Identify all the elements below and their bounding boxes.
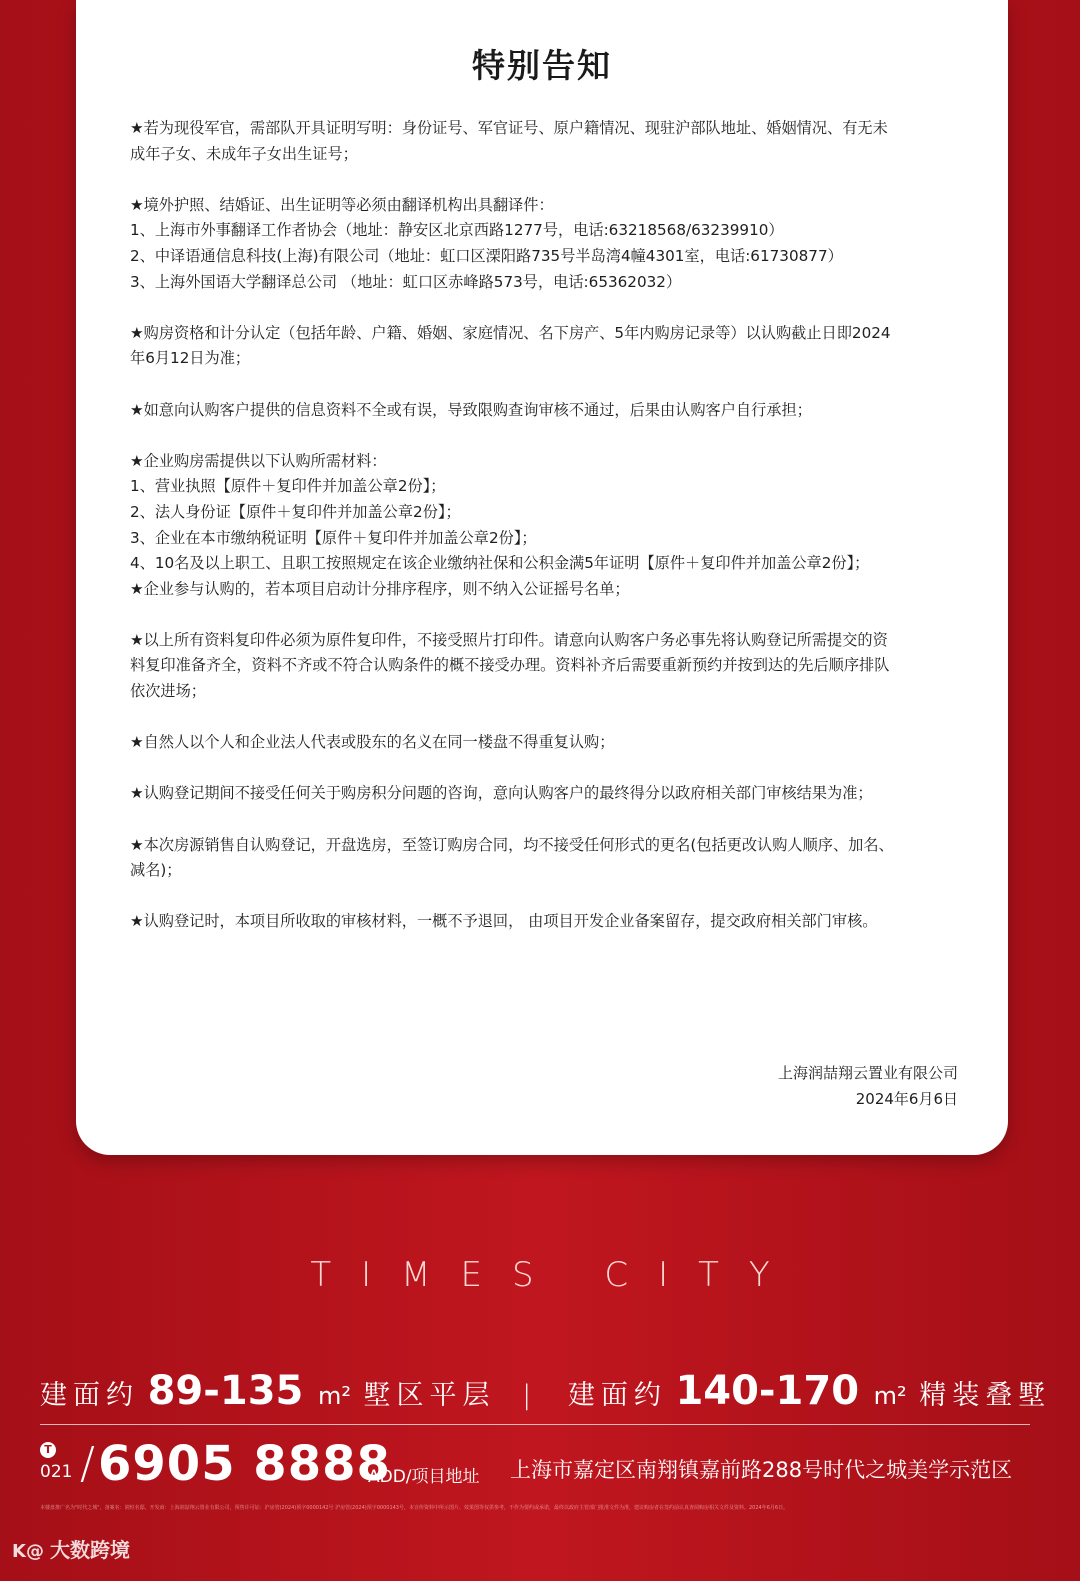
watermark bbox=[12, 1534, 130, 1563]
watermark-text: 大数跨境 bbox=[49, 1538, 130, 1562]
spec-type-2: 精装叠墅 bbox=[919, 1380, 1052, 1411]
paragraph-gap bbox=[130, 295, 960, 321]
notice-line: ★以上所有资料复印件必须为原件复印件，不接受照片打印件。请意向认购客户务必事先将认购登记所需提交的资 bbox=[130, 630, 888, 649]
notice-line: ★本次房源销售自认购登记，开盘选房，至签订购房合同，均不接受任何形式的更名(包括更改认购人顺序、加名、 bbox=[130, 835, 894, 854]
spec-range-1: 89-135 bbox=[147, 1368, 304, 1414]
spec-unit-2: m² bbox=[873, 1382, 907, 1410]
phone-number: 6905 8888 bbox=[98, 1436, 391, 1492]
fine-print: 本楼盘推广名为"时代之城"，备案名：润恒名邸，开发商：上海润喆翔云置业有限公司，预售许可证：沪房管(2024)预字0000142号 沪房管(2024)预字0000143号，本宣传资料中所示图片、效果图等仅供参考，不作为要约或承诺，最终以政府主管部门批准文件为准，建议购房者在签约前认真查阅购房相关文件及资料。2024年6月6日。 bbox=[40, 1505, 789, 1511]
spec-type-1: 墅区平层 bbox=[363, 1380, 496, 1411]
notice-line: 依次进场； bbox=[130, 682, 206, 701]
slash-separator: / bbox=[80, 1438, 95, 1489]
notice-line: 减名)； bbox=[130, 861, 182, 880]
paragraph-gap bbox=[130, 884, 960, 910]
paragraph-gap bbox=[130, 372, 960, 398]
spec-row bbox=[40, 1368, 1052, 1420]
notice-line: 成年子女、未成年子女出生证号； bbox=[130, 144, 358, 163]
spec-prefix-2: 建面约 bbox=[567, 1380, 667, 1411]
notice-card bbox=[76, 0, 1008, 1155]
spec-range-2: 140-170 bbox=[675, 1368, 860, 1414]
notice-line: 年6月12日为准； bbox=[130, 349, 251, 368]
notice-line: 3、上海外国语大学翻译总公司 （地址：虹口区赤峰路573号，电话:65362032） bbox=[130, 272, 682, 291]
notice-line: 2、中译语通信息科技(上海)有限公司（地址：虹口区溧阳路735号半岛湾4幢4301室，电话:61730877） bbox=[130, 246, 843, 265]
phone-icon: T bbox=[40, 1442, 56, 1458]
notice-date: 2024年6月6日 bbox=[855, 1090, 958, 1108]
area-code: 021 bbox=[40, 1462, 73, 1482]
brand-logo-text: TIMES CITY bbox=[310, 1255, 800, 1295]
company-name: 上海润喆翔云置业有限公司 bbox=[777, 1064, 958, 1082]
address: 上海市嘉定区南翔镇嘉前路288号时代之城美学示范区 bbox=[510, 1458, 1013, 1482]
notice-line: 2、法人身份证【原件＋复印件并加盖公章2份】； bbox=[130, 502, 461, 521]
paragraph-gap bbox=[130, 705, 960, 731]
signature bbox=[778, 1060, 958, 1112]
notice-line: 1、上海市外事翻译工作者协会（地址：静安区北京西路1277号，电话:63218568/63239910） bbox=[130, 221, 784, 240]
notice-line: 料复印准备齐全，资料不齐或不符合认购条件的概不接受办理。资料补齐后需要重新预约并按到达的先后顺序排队 bbox=[130, 656, 890, 675]
notice-line: ★企业购房需提供以下认购所需材料： bbox=[130, 451, 387, 470]
notice-line: ★认购登记期间不接受任何关于购房积分问题的咨询，意向认购客户的最终得分以政府相关部门审核结果为准； bbox=[130, 784, 873, 803]
notice-title: 特别告知 bbox=[472, 46, 612, 85]
paragraph-gap bbox=[130, 756, 960, 782]
paragraph-gap bbox=[130, 602, 960, 628]
address-label: ADD/项目地址 bbox=[368, 1467, 480, 1487]
paragraph-gap bbox=[130, 423, 960, 449]
notice-line: 1、营业执照【原件＋复印件并加盖公章2份】； bbox=[130, 477, 446, 496]
notice-line: ★自然人以个人和企业法人代表或股东的名义在同一楼盘不得重复认购； bbox=[130, 733, 615, 752]
divider-line bbox=[40, 1424, 1030, 1425]
notice-line: ★如意向认购客户提供的信息资料不全或有误，导致限购查询审核不通过，后果由认购客户自行承担； bbox=[130, 400, 812, 419]
spec-prefix-1: 建面约 bbox=[40, 1380, 139, 1411]
notice-line: ★企业参与认购的，若本项目启动计分排序程序，则不纳入公证摇号名单； bbox=[130, 579, 630, 598]
notice-body bbox=[130, 116, 960, 935]
watermark-logo-icon: K@ bbox=[12, 1541, 44, 1562]
notice-line: ★认购登记时，本项目所收取的审核材料，一概不予退回， 由项目开发企业备案留存，提交政府相关部门审核。 bbox=[130, 912, 878, 931]
notice-line: 3、企业在本市缴纳税证明【原件＋复印件并加盖公章2份】； bbox=[130, 528, 537, 547]
paragraph-gap bbox=[130, 167, 960, 193]
notice-line: ★若为现役军官，需部队开具证明写明：身份证号、军官证号、原户籍情况、现驻沪部队地址、婚姻情况、有无未 bbox=[130, 119, 888, 137]
spec-unit-1: m² bbox=[317, 1382, 351, 1410]
notice-line: 4、10名及以上职工、且职工按照规定在该企业缴纳社保和公积金满5年证明【原件＋复印件并加盖公章2份】； bbox=[130, 554, 870, 573]
paragraph-gap bbox=[130, 807, 960, 833]
notice-line: ★境外护照、结婚证、出生证明等必须由翻译机构出具翻译件： bbox=[130, 195, 554, 214]
notice-line: ★购房资格和计分认定（包括年龄、户籍、婚姻、家庭情况、名下房产、5年内购房记录等）以认购截止日即2024 bbox=[130, 323, 891, 342]
spec-divider: | bbox=[522, 1380, 532, 1411]
contact-row bbox=[40, 1436, 1040, 1496]
